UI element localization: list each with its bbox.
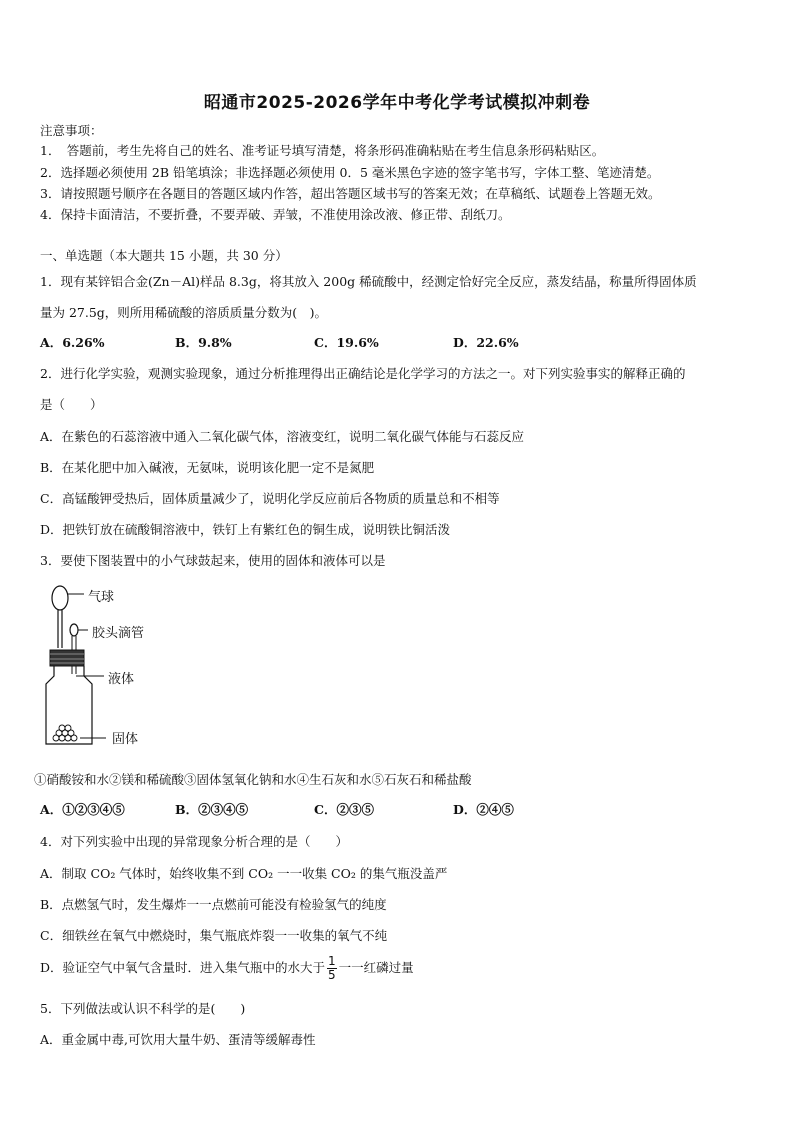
q4-line1: 4．对下列实验中出现的异常现象分析合理的是（ ） xyxy=(40,834,348,849)
q4-option-d-pre: D．验证空气中氧气含量时．进入集气瓶中的水大于 xyxy=(40,960,326,975)
q1-option-c: C．19.6% xyxy=(314,335,379,350)
fraction-numerator: 1 xyxy=(328,954,336,968)
fraction-denominator: 5 xyxy=(328,968,336,982)
notice-item-4: 4．保持卡面清洁，不要折叠，不要弄破、弄皱，不准使用涂改液、修正带、刮纸刀。 xyxy=(40,207,511,222)
apparatus-diagram xyxy=(36,578,206,750)
q4-option-b: B．点燃氢气时，发生爆炸一一点燃前可能没有检验氢气的纯度 xyxy=(40,897,387,912)
q1-options xyxy=(0,333,794,353)
stopper xyxy=(50,650,84,666)
q2-line1: 2．进行化学实验，观测实验现象，通过分析推理得出正确结论是化学学习的方法之一。对下列实验事实的解释正确的 xyxy=(40,366,686,381)
label-solid: 固体 xyxy=(112,732,139,747)
q2-option-b: B．在某化肥中加入碱液，无氨味，说明该化肥一定不是氮肥 xyxy=(40,460,375,475)
q1-option-a: A．6.26% xyxy=(40,335,105,350)
q5-option-a: A．重金属中毒,可饮用大量牛奶、蛋清等缓解毒性 xyxy=(40,1032,316,1047)
notice-item-3: 3．请按照题号顺序在各题目的答题区域内作答，超出答题区域书写的答案无效；在草稿纸、试题卷上答题无效。 xyxy=(40,186,661,201)
q3-option-c: C．②③⑤ xyxy=(314,802,374,817)
balloon-shape xyxy=(52,586,68,610)
q4-option-d-post: 一一红磷过量 xyxy=(338,960,414,975)
q4-option-c: C．细铁丝在氧气中燃烧时，集气瓶底炸裂一一收集的氧气不纯 xyxy=(40,928,388,943)
q3-option-d: D．②④⑤ xyxy=(453,802,514,817)
label-balloon: 气球 xyxy=(88,590,115,605)
q2-line2: 是（ ） xyxy=(40,397,103,412)
section-heading: 一、单选题（本大题共 15 小题，共 30 分） xyxy=(40,248,288,263)
q3-line1: 3．要使下图装置中的小气球鼓起来，使用的固体和液体可以是 xyxy=(40,553,386,568)
label-dropper: 胶头滴管 xyxy=(92,626,145,641)
q5-line1: 5．下列做法或认识不科学的是( ) xyxy=(40,1001,246,1016)
q3-option-a: A．①②③④⑤ xyxy=(40,802,125,817)
q3-choices: ①硝酸铵和水②镁和稀硫酸③固体氢氧化钠和水④生石灰和水⑤石灰石和稀盐酸 xyxy=(34,772,472,787)
q4-option-a: A．制取 CO₂ 气体时，始终收集不到 CO₂ 一一收集 CO₂ 的集气瓶没盖严 xyxy=(40,866,448,881)
q2-option-c: C．高锰酸钾受热后，固体质量减少了，说明化学反应前后各物质的质量总和不相等 xyxy=(40,491,500,506)
label-liquid: 液体 xyxy=(108,672,135,687)
q3-option-b: B．②③④⑤ xyxy=(175,802,249,817)
solid-granules xyxy=(53,725,77,741)
q3-options xyxy=(0,800,794,820)
q2-option-a: A．在紫色的石蕊溶液中通入二氧化碳气体，溶液变红，说明二氧化碳气体能与石蕊反应 xyxy=(40,429,525,444)
notice-item-1: 1． 答题前，考生先将自己的姓名、准考证号填写清楚，将条形码准确粘贴在考生信息条形码粘贴区。 xyxy=(40,143,605,158)
q1-line2: 量为 27.5g，则所用稀硫酸的溶质质量分数为( )。 xyxy=(40,305,328,320)
fraction-one-fifth xyxy=(327,955,337,982)
q4-option-d xyxy=(40,955,414,982)
notice-heading: 注意事项： xyxy=(40,123,103,138)
page-title: 昭通市2025-2026学年中考化学考试模拟冲刺卷 xyxy=(203,93,591,113)
dropper-bulb xyxy=(70,624,78,636)
q1-option-b: B．9.8% xyxy=(175,335,232,350)
q1-line1: 1．现有某锌铝合金(Zn－Al)样品 8.3g，将其放入 200g 稀硫酸中，经测定恰好完全反应，蒸发结晶，称量所得固体质 xyxy=(40,274,697,289)
q2-option-d: D．把铁钉放在硫酸铜溶液中，铁钉上有紫红色的铜生成，说明铁比铜活泼 xyxy=(40,522,451,537)
notice-item-2: 2．选择题必须使用 2B 铅笔填涂；非选择题必须使用 0．5 毫米黑色字迹的签字笔书写，字体工整、笔迹清楚。 xyxy=(40,165,660,180)
q1-option-d: D．22.6% xyxy=(453,335,519,350)
